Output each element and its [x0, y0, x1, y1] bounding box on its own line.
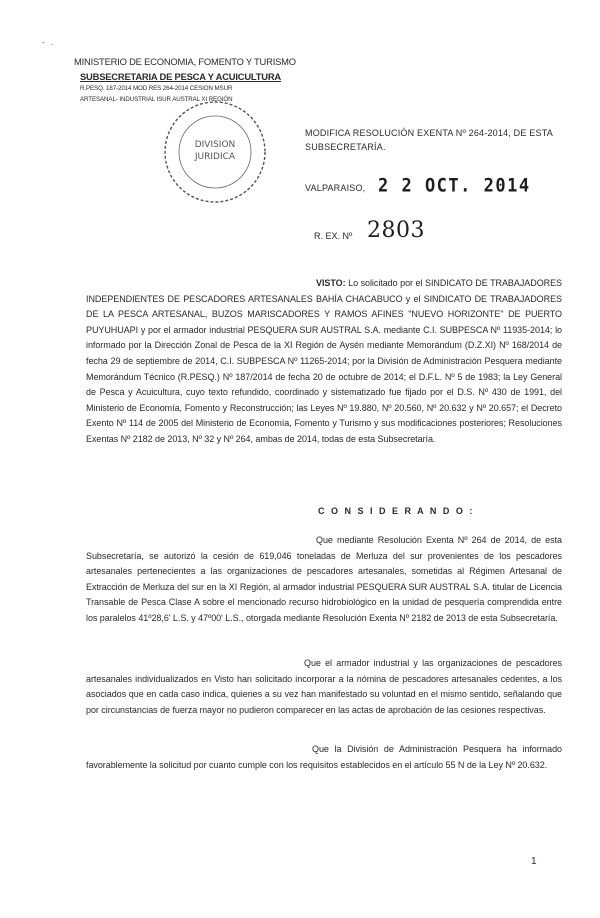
stamp-line-2: JURIDICA: [194, 152, 236, 162]
visto-label: VISTO:: [316, 278, 346, 288]
considerando-text-3: Que la División de Administración Pesquera ha informado favorablemente la solicitud por cuanto cumple con los requisitos establecidos en el artículo 55 N de la Ley Nº 20.632.: [86, 744, 562, 770]
reference-line-2: ARTESANAL- INDUSTRIAL ISUR AUSTRAL XI REGIÓN: [80, 96, 233, 103]
considerando-text-1: Que mediante Resolución Exenta Nº 264 de 2014, de esta Subsecretaría, se autorizó la cesión de 619,046 toneladas de Merluza del sur provenientes de los pescadores artesanales pertenecientes a las organizaciones de pescadores artesanales, sometidas al Régimen Artesanal de Extracción de Merluza del sur en la XI Región, al armador industrial PESQUERA SUR AUSTRAL S.A. titular de Licencia Transable de Pesca Clase A sobre el mencionado recurso hidrobiológico en la unidad de pesquería comprendida entre los paralelos 41º28,6' L.S. y 47º00' L.S., otorgada mediante Resolución Exenta Nº 2182 de 2013 de esta Subsecretaría.: [86, 535, 562, 623]
stamp-line-1: DIVISION: [194, 140, 236, 150]
scan-mark: - .: [42, 38, 56, 47]
considerando-paragraph-2: [86, 656, 562, 718]
considerando-paragraph-3: [86, 742, 562, 773]
visto-paragraph: [86, 276, 562, 448]
resolution-summary: MODIFICA RESOLUCIÓN EXENTA Nº 264-2014, DE ESTA SUBSECRETARÍA.: [305, 128, 553, 152]
considerando-text-2: Que el armador industrial y las organizaciones de pescadores artesanales individualizados en Visto han solicitado incorporar a la nómina de pescadores artesanales cedentes, a los asociados que en cada caso indica, quienes a su vez han manifestado su voluntad en el mismo sentido, señalando que por circunstancias de fuerza mayor no pudieron comparecer en las actas de aprobación de las cesiones respectivas.: [86, 658, 562, 715]
resolution-date: 2 2 OCT. 2014: [378, 175, 531, 197]
subsecretaria-name: SUBSECRETARIA DE PESCA Y ACUICULTURA: [80, 71, 281, 82]
resolution-number: 2803: [367, 218, 425, 243]
resolution-number-label: R. EX. Nº: [314, 231, 353, 241]
considerando-paragraph-1: [86, 533, 562, 627]
official-stamp: [160, 97, 270, 207]
ministry-name: MINISTERIO DE ECONOMIA, FOMENTO Y TURISMO: [74, 56, 296, 67]
visto-text: Lo solicitado por el SINDICATO DE TRABAJADORES INDEPENDIENTES DE PESCADORES ARTESANALES BAHÍA CHACABUCO y el SINDICATO DE TRABAJADORES DE LA PESCA ARTESANAL, BUZOS MARISCADORES Y RAMOS AFINES "NUEVO HORIZONTE" DE PUERTO PUYUHUAPI y por el armador industrial PESQUERA SUR AUSTRAL S.A. mediante C.I. SUBPESCA Nº 11935-2014; lo informado por la Dirección Zonal de Pesca de la XI Región de Aysén mediante Memorándum (D.Z.XI) Nº 168/2014 de fecha 29 de septiembre de 2014, C.I. SUBPESCA Nº 11265-2014; por la División de Administración Pesquera mediante Memorándum Técnico (R.PESQ.) Nº 187/2014 de fecha 20 de octubre de 2014; el D.F.L. Nº 5 de 1983; la Ley General de Pesca y Acuicultura, cuyo texto refundido, coordinado y sistematizado fue fijado por el D.S. Nº 430 de 1991, del Ministerio de Economía, Fomento y Reconstrucción; las Leyes Nº 19.880, Nº 20.560, Nº 20.632 y Nº 20.657; el Decreto Exento Nº 114 de 2005 del Ministerio de Economía, Fomento y Turismo y sus modificaciones posteriores; Resoluciones Exentas Nº 2182 de 2013, Nº 32 y Nº 264, ambas de 2014, todas de esta Subsecretaría.: [86, 278, 562, 444]
place-label: VALPARAISO,: [305, 183, 366, 193]
reference-line-1: R.PESQ. 187-2014 MOD RES 264-2014 CESION MSUR: [80, 85, 233, 92]
page-number: 1: [531, 856, 537, 867]
considerando-heading: C O N S I D E R A N D O :: [318, 506, 475, 516]
